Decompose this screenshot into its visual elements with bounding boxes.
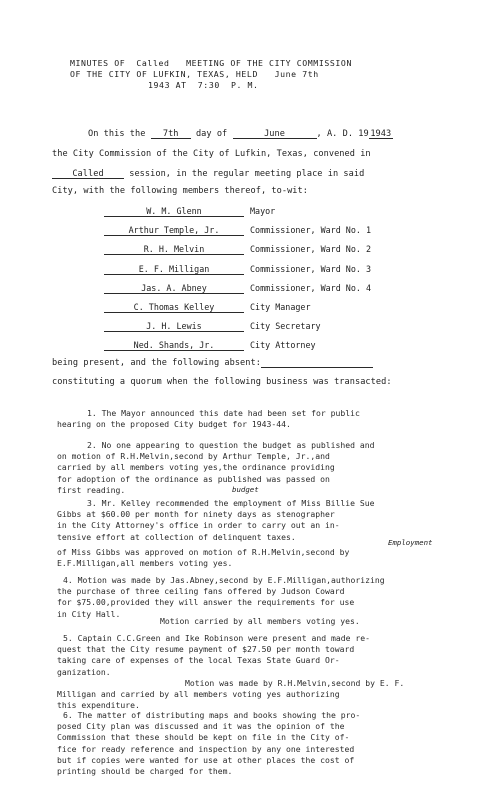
member-name: Arthur Temple, Jr. <box>104 225 244 236</box>
opening-day: 7th <box>151 129 191 139</box>
absent-blank <box>261 358 373 368</box>
minutes-header-line2: OF THE CITY OF LUFKIN, TEXAS, HELD June 7th <box>70 69 319 79</box>
member-name: Jas. A. Abney <box>104 283 244 294</box>
member-title: City Attorney <box>250 340 316 350</box>
item-line: 6. The matter of distributing maps and books showing the pro- <box>63 710 361 720</box>
item-line: 4. Motion was made by Jas.Abney,second by E.F.Milligan,authorizing <box>63 575 385 585</box>
item-line: hearing on the proposed City budget for 1943-44. <box>57 419 291 430</box>
item-line: in City Hall. <box>57 608 121 619</box>
member-title: Commissioner, Ward No. 4 <box>250 283 372 293</box>
opening-month: June <box>233 129 317 139</box>
member-name: Ned. Shands, Jr. <box>104 340 244 351</box>
opening-line2: the City Commission of the City of Lufkin, Texas, convened in <box>52 149 371 159</box>
opening-text-d: session, in the regular meeting place in said <box>129 169 365 179</box>
item-5-motion <box>57 678 457 712</box>
opening-line1 <box>88 129 393 139</box>
item-line: in the City Attorney's office in order to carry out an in- <box>57 520 340 531</box>
item-line: 3. Mr. Kelley recommended the employment of Miss Billie Sue <box>87 498 375 508</box>
opening-line3 <box>52 169 364 179</box>
closing-line2: constituting a quorum when the following business was transacted: <box>52 377 392 387</box>
item-line: on motion of R.H.Melvin,second by Arthur Temple, Jr.,and <box>57 451 330 462</box>
item-line: Milligan and carried by all members voting yes authorizing <box>57 689 340 700</box>
opening-text-b: day of <box>195 129 228 139</box>
item-line: the purchase of three ceiling fans offered by Judson Coward <box>57 586 345 597</box>
item-line: this expenditure. <box>57 700 140 711</box>
member-name: C. Thomas Kelley <box>104 302 244 313</box>
member-name: E. F. Milligan <box>104 264 244 275</box>
item-4 <box>57 575 457 620</box>
item-3 <box>57 498 457 543</box>
item-line: posed City plan was discussed and it was the opinion of the <box>57 721 345 732</box>
item-line: ganization. <box>57 666 111 677</box>
item-line: E.F.Milligan,all members voting yes. <box>57 558 233 569</box>
opening-line4: City, with the following members thereof, to-wit: <box>52 186 308 196</box>
handwritten-insert: budget <box>232 485 259 494</box>
item-3-continued <box>57 547 457 569</box>
opening-year: 1943 <box>370 129 392 139</box>
item-line: carried by all members voting yes,the ordinance providing <box>57 462 335 473</box>
member-title: Commissioner, Ward No. 3 <box>250 264 372 274</box>
item-4-vote: Motion carried by all members voting yes. <box>160 616 360 626</box>
item-line: for adoption of the ordinance as published was passed on <box>57 473 330 484</box>
item-line: 1. The Mayor announced this date had been set for public <box>87 408 360 418</box>
item-line: for $75.00,provided they will answer the requirements for use <box>57 597 355 608</box>
item-5 <box>57 633 457 678</box>
member-name: W. M. Glenn <box>104 206 244 217</box>
member-title: Commissioner, Ward No. 1 <box>250 225 372 235</box>
member-title: City Manager <box>250 302 311 312</box>
item-line: Gibbs at $60.00 per month for ninety days as stenographer <box>57 509 335 520</box>
closing-line1 <box>52 358 373 368</box>
item-line: tensive effort at collection of delinquent taxes. <box>57 531 296 542</box>
item-line: fice for ready reference and inspection by any one interested <box>57 743 355 754</box>
item-line: Motion was made by R.H.Melvin,second by E. F. <box>185 678 405 688</box>
minutes-header-line1: MINUTES OF Called MEETING OF THE CITY COMMISSION <box>70 58 352 68</box>
closing-text: being present, and the following absent: <box>52 358 261 368</box>
item-line: Commission that these should be kept on file in the City of- <box>57 732 350 743</box>
item-line: first reading. <box>57 484 126 495</box>
member-name: J. H. Lewis <box>104 321 244 332</box>
item-line: but if copies were wanted for use at other places the cost of <box>57 754 355 765</box>
member-name: R. H. Melvin <box>104 244 244 255</box>
item-1 <box>57 408 457 430</box>
item-line: of Miss Gibbs was approved on motion of R.H.Melvin,second by <box>57 547 350 557</box>
member-title: Commissioner, Ward No. 2 <box>250 244 372 254</box>
member-title: City Secretary <box>250 321 321 331</box>
opening-session: Called <box>52 169 124 179</box>
handwritten-insert: Employment <box>388 538 433 547</box>
item-6 <box>57 710 457 777</box>
member-title: Mayor <box>250 206 276 216</box>
item-line: quest that the City resume payment of $27.50 per month toward <box>57 644 355 655</box>
item-line: printing should be charged for them. <box>57 766 233 777</box>
minutes-header-line3: 1943 AT 7:30 P. M. <box>148 80 259 90</box>
opening-text-a: On this the <box>88 129 146 139</box>
opening-text-c: , A. D. 19 <box>316 129 369 139</box>
item-line: taking care of expenses of the local Texas State Guard Or- <box>57 655 340 666</box>
item-line: 2. No one appearing to question the budget as published and <box>87 440 375 450</box>
item-line: 5. Captain C.C.Green and Ike Robinson were present and made re- <box>63 633 370 643</box>
